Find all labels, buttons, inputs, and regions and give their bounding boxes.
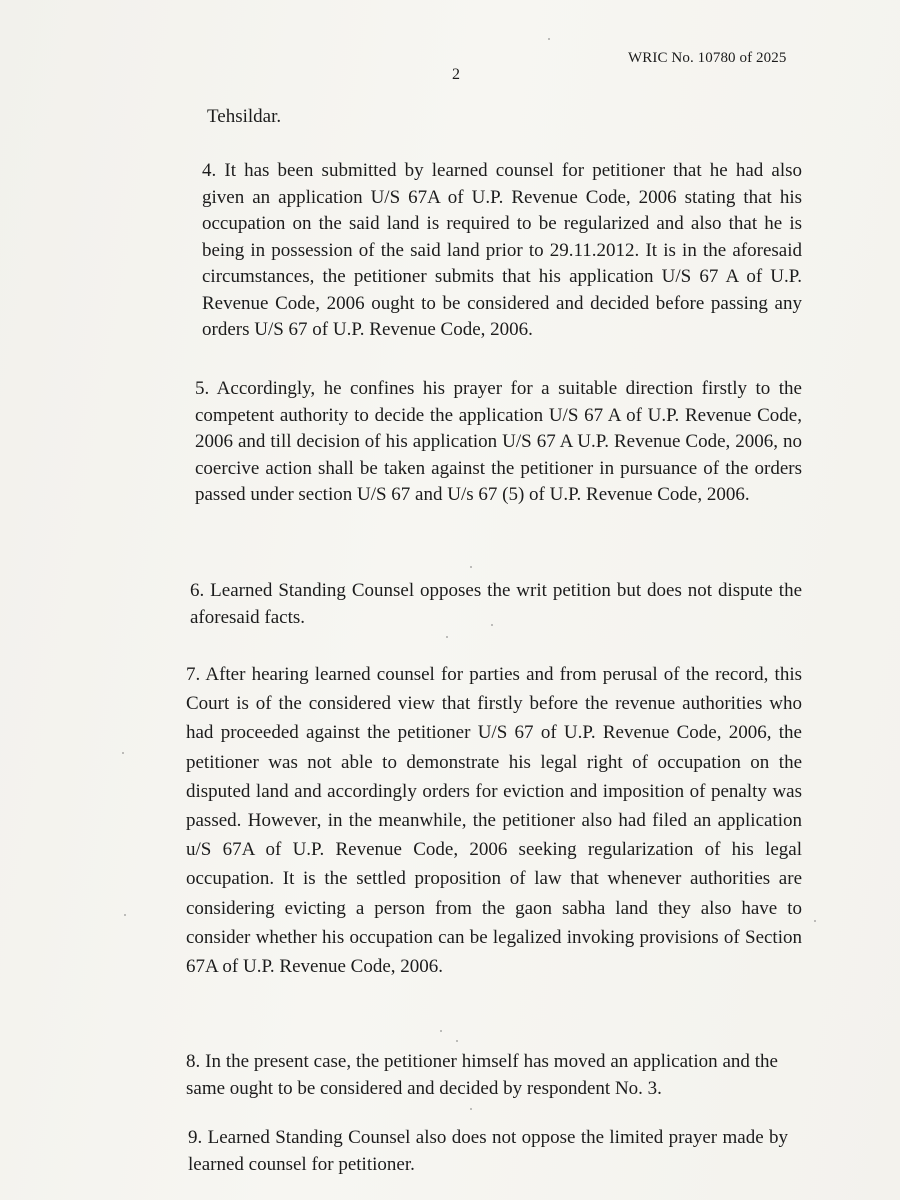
scan-speck — [470, 566, 472, 568]
scan-speck — [446, 636, 448, 638]
case-number-header: WRIC No. 10780 of 2025 — [628, 50, 787, 66]
paragraph-4: 4. It has been submitted by learned counsel for petitioner that he had also given an application U/S 67A of U.P. Revenue Code, 2006 stating that his occupation on the said land is required to be regularized and also that he is being in possession of the said land prior to 29.11.2012. It is in the aforesaid circumstances, the petitioner submits that his application U/S 67 A of U.P. Revenue Code, 2006 ought to be considered and decided before passing any orders U/S 67 of U.P. Revenue Code, 2006. — [202, 160, 802, 340]
scan-speck — [122, 752, 124, 754]
paragraph-9: 9. Learned Standing Counsel also does not oppose the limited prayer made by learned counsel for petitioner. — [188, 1127, 788, 1175]
scan-speck — [440, 1030, 442, 1032]
paragraph-5: 5. Accordingly, he confines his prayer for a suitable direction firstly to the competent authority to decide the application U/S 67 A of U.P. Revenue Code, 2006 and till decision of his application U/S 67 A U.P. Revenue Code, 2006, no coercive action shall be taken against the petitioner in pursuance of the orders passed under section U/S 67 and U/s 67 (5) of U.P. Revenue Code, 2006. — [195, 378, 802, 505]
scan-speck — [456, 1040, 458, 1042]
scan-speck — [548, 38, 550, 40]
scan-speck — [470, 1108, 472, 1110]
page-number: 2 — [452, 66, 460, 83]
paragraph-continuation: Tehsildar. — [207, 106, 282, 127]
scan-speck — [124, 914, 126, 916]
scan-speck — [491, 624, 493, 626]
paragraph-6: 6. Learned Standing Counsel opposes the writ petition but does not dispute the aforesaid facts. — [190, 580, 802, 628]
scan-speck — [814, 920, 816, 922]
paragraph-8: 8. In the present case, the petitioner himself has moved an application and the same ought to be considered and decided by respondent No. 3. — [186, 1051, 778, 1099]
paragraph-7: 7. After hearing learned counsel for parties and from perusal of the record, this Court is of the considered view that firstly before the revenue authorities who had proceeded against the petitioner U/S 67 of U.P. Revenue Code, 2006, the petitioner was not able to demonstrate his legal right of occupation on the disputed land and accordingly orders for eviction and imposition of penalty was passed. However, in the meanwhile, the petitioner also had filed an application u/S 67A of U.P. Revenue Code, 2006 seeking regularization of his legal occupation. It is the settled proposition of law that whenever authorities are considering evicting a person from the gaon sabha land they also have to consider whether his occupation can be legalized invoking provisions of Section 67A of U.P. Revenue Code, 2006. — [186, 664, 802, 978]
